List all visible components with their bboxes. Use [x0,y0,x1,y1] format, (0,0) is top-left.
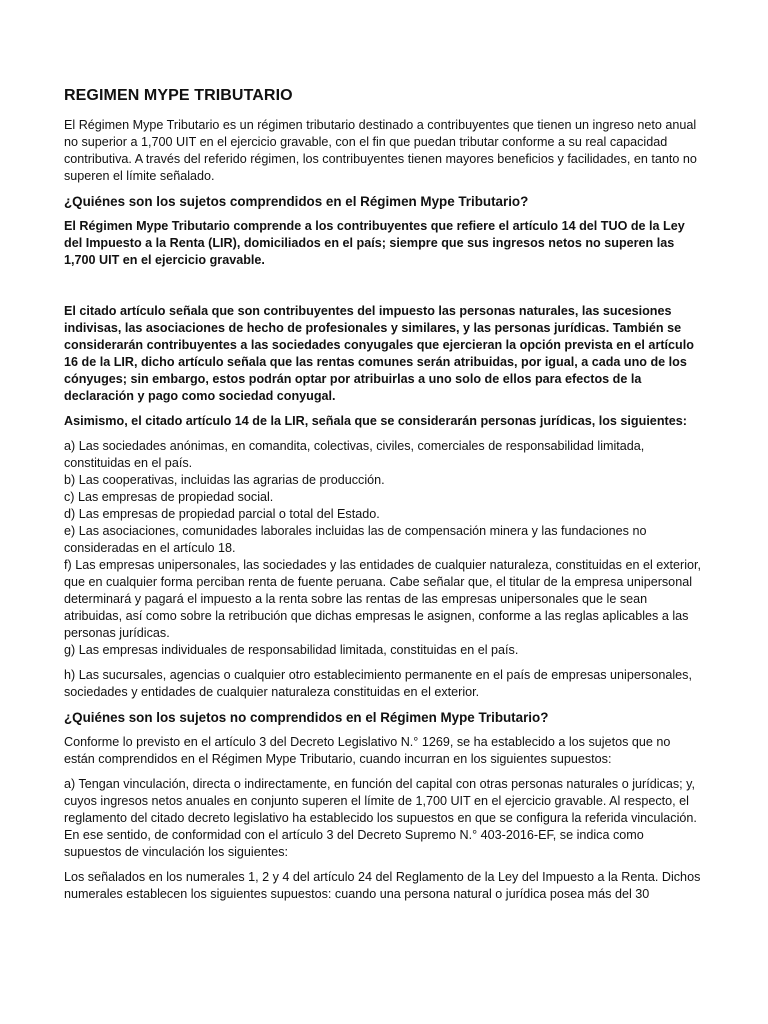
personas-juridicas-list [64,438,704,659]
no-comprendidos-paragraph: Conforme lo previsto en el artículo 3 del Decreto Legislativo N.° 1269, se ha establecido a los sujetos que no están comprendidos en el Régimen Mype Tributario, cuando incurran en los siguientes supuestos: [64,735,671,766]
comprendidos-paragraph: El Régimen Mype Tributario comprende a los contribuyentes que refiere el artículo 14 del TUO de la Ley del Impuesto a la Renta (LIR), domiciliados en el país; siempre que sus ingresos netos no superen las 1,700 UIT en el ejercicio gravable. [64,219,685,267]
intro-paragraph: El Régimen Mype Tributario es un régimen tributario destinado a contribuyentes que tienen un ingreso neto anual no superior a 1,700 UIT en el ejercicio gravable, con el fin que puedan tributar conforme a su real capacidad contributiva. A través del referido régimen, los contribuyentes tienen mayores beneficios y facilidades, en tanto no superen el límite señalado. [64,118,697,183]
list-item-b: b) Las cooperativas, incluidas las agrarias de producción. [64,473,385,487]
list-item-e: e) Las asociaciones, comunidades laborales incluidas las de compensación minera y las fundaciones no consideradas en el artículo 18. [64,524,647,555]
numerales-paragraph: Los señalados en los numerales 1, 2 y 4 del artículo 24 del Reglamento de la Ley del Impuesto a la Renta. Dichos numerales establecen los siguientes supuestos: cuando una persona natural o jurídica posea más del 30 [64,870,701,901]
document-content [64,86,704,911]
vinculacion-paragraph: a) Tengan vinculación, directa o indirectamente, en función del capital con otras personas naturales o jurídicas; y, cuyos ingresos netos anuales en conjunto superen el límite de 1,700 UIT en el ejercicio gravable. Al respecto, el reglamento del citado decreto legislativo ha establecido los supuestos en que se configura la referida vinculación. En ese sentido, de conformidad con el artículo 3 del Decreto Supremo N.° 403-2016-EF, se indica como supuestos de vinculación los siguientes: [64,777,697,859]
list-item-c: c) Las empresas de propiedad social. [64,490,274,504]
list-item-a: a) Las sociedades anónimas, en comandita, colectivas, civiles, comerciales de responsabilidad limitada, constituidas en el país. [64,439,645,470]
list-item-h: h) Las sucursales, agencias o cualquier otro establecimiento permanente en el país de empresas unipersonales, sociedades y entidades de cualquier naturaleza constituidas en el exterior. [64,668,692,699]
list-item-d: d) Las empresas de propiedad parcial o total del Estado. [64,507,380,521]
document-title: REGIMEN MYPE TRIBUTARIO [64,87,293,104]
question-comprendidos: ¿Quiénes son los sujetos comprendidos en el Régimen Mype Tributario? [64,194,529,209]
blank-gap [64,277,704,303]
personas-juridicas-intro: Asimismo, el citado artículo 14 de la LIR, señala que se considerarán personas jurídicas, los siguientes: [64,414,687,428]
article-14-paragraph: El citado artículo señala que son contribuyentes del impuesto las personas naturales, las sucesiones indivisas, las asociaciones de hecho de profesionales y similares, y las personas jurídicas. También se considerarán contribuyentes a las sociedades conyugales que ejercieran la opción prevista en el artículo 16 de la LIR, dicho artículo señala que las rentas comunes serán atribuidas, por igual, a cada uno de los cónyuges; sin embargo, estos podrán optar por atribuirlas a uno solo de ellos para efectos de la declaración y pago como sociedad conyugal. [64,304,694,403]
list-item-f: f) Las empresas unipersonales, las sociedades y las entidades de cualquier naturaleza, constituidas en el exterior, que en cualquier forma perciban renta de fuente peruana. Cabe señalar que, el titular de la empresa unipersonal determinará y pagará el impuesto a la renta sobre las rentas de las empresas unipersonales que le sean atribuidas, así como sobre la retribución que dichas empresas le asignen, conforme a las reglas aplicables a las personas jurídicas. [64,558,702,640]
question-no-comprendidos: ¿Quiénes son los sujetos no comprendidos en el Régimen Mype Tributario? [64,710,549,725]
list-item-g: g) Las empresas individuales de responsabilidad limitada, constituidas en el país. [64,643,519,657]
